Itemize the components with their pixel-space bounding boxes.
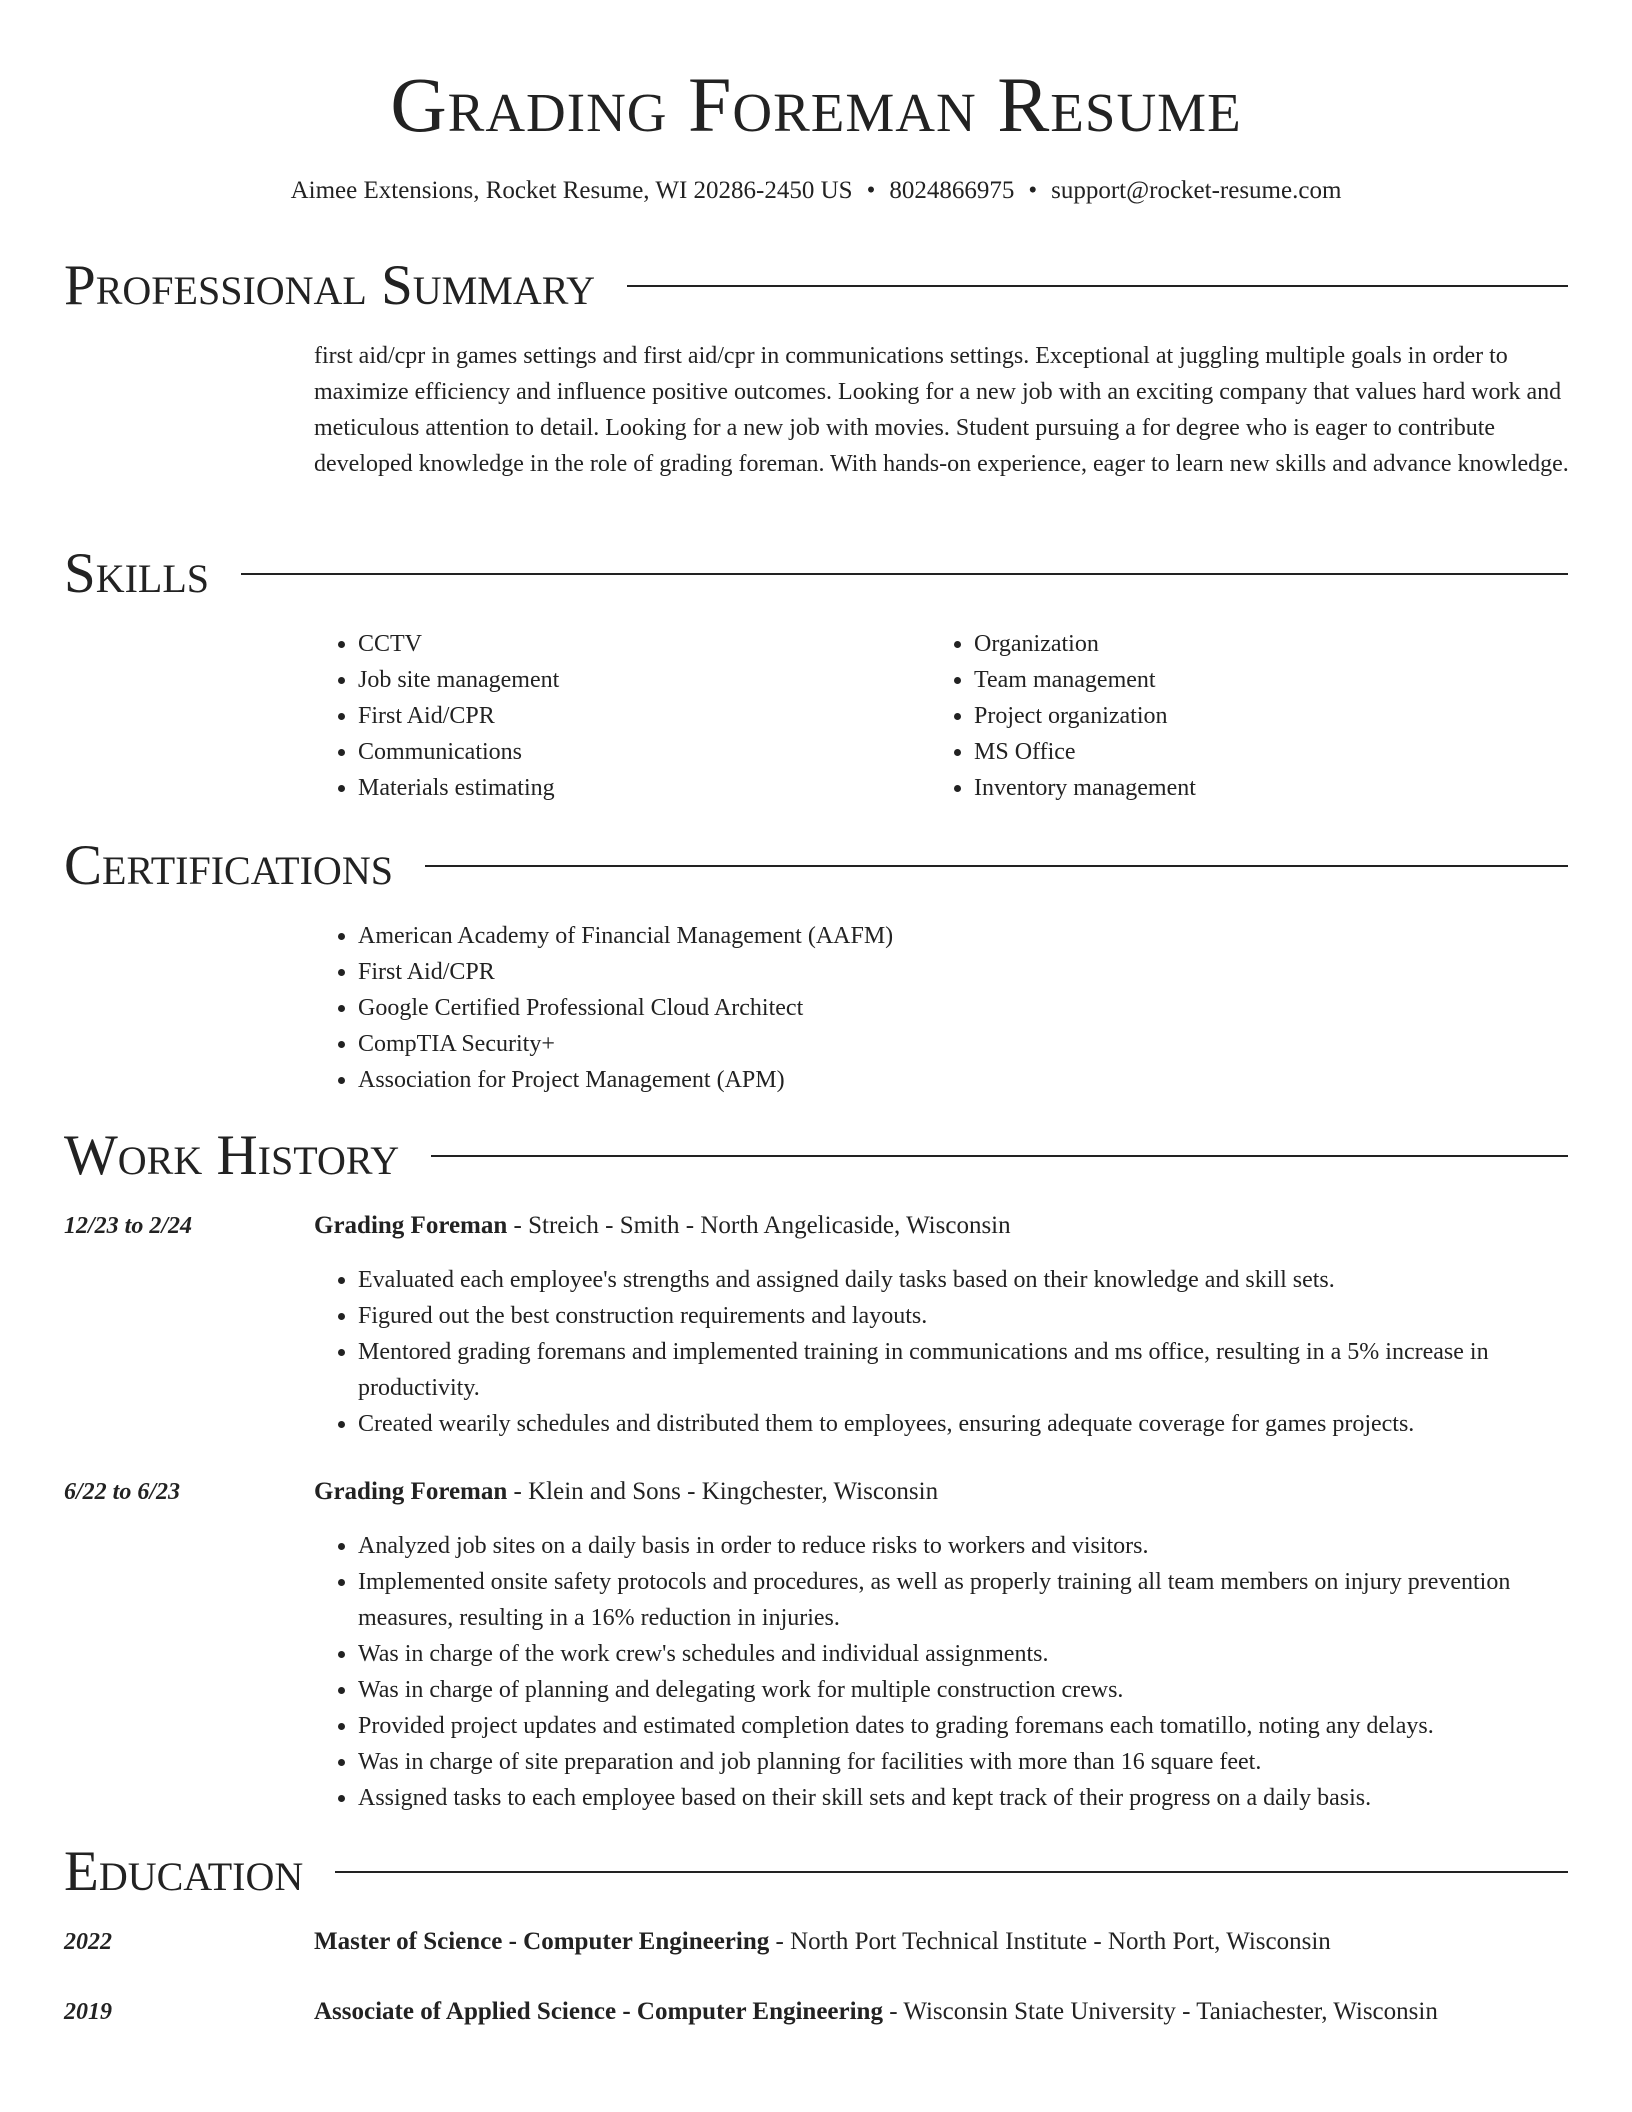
section-header-education: [64, 1840, 1568, 1904]
certification-item: • Association for Project Management (APM): [358, 1062, 1570, 1098]
skills-column-right: [930, 626, 1490, 806]
section-header-skills: [64, 542, 1568, 606]
job-employer-location: - Klein and Sons - Kingchester, Wisconsin: [507, 1478, 939, 1505]
education-year: 2019: [64, 1999, 112, 2025]
section-title-certifications: Certifications: [64, 834, 393, 897]
skill-item: • MS Office: [974, 734, 1490, 770]
certification-item: • First Aid/CPR: [358, 954, 1570, 990]
education-entry: [314, 1994, 1570, 2030]
education-year: 2022: [64, 1929, 112, 1955]
contact-email: support@rocket-resume.com: [1051, 177, 1342, 204]
certifications-list: [314, 918, 1570, 1098]
job-duty-item: • Was in charge of the work crew's schedules and individual assignments.: [358, 1636, 1570, 1672]
education-degree: Master of Science - Computer Engineering: [314, 1928, 770, 1955]
skill-item: • Job site management: [358, 662, 874, 698]
job-duty-item: • Figured out the best construction requirements and layouts.: [358, 1298, 1570, 1334]
skill-item: • Inventory management: [974, 770, 1490, 806]
section-title-work-history: Work History: [64, 1124, 400, 1187]
skill-item: • Project organization: [974, 698, 1490, 734]
skill-item: • CCTV: [358, 626, 874, 662]
certifications-block: [314, 918, 1570, 1098]
section-divider: [431, 1155, 1568, 1157]
education-school-location: - North Port Technical Institute - North Port, Wisconsin: [769, 1928, 1331, 1955]
certification-item: • CompTIA Security+: [358, 1026, 1570, 1062]
section-divider: [627, 285, 1568, 287]
job-duties-list: [314, 1262, 1570, 1442]
job-duties: [314, 1528, 1570, 1816]
contact-separator: •: [866, 177, 876, 204]
section-header-work-history: [64, 1124, 1568, 1188]
job-duty-item: • Was in charge of planning and delegating work for multiple construction crews.: [358, 1672, 1570, 1708]
section-header-summary: [64, 254, 1568, 318]
job-header: [314, 1208, 1570, 1244]
job-duty-item: • Provided project updates and estimated completion dates to grading foremans each tomatillo, noting any delays.: [358, 1708, 1570, 1744]
section-divider: [335, 1871, 1568, 1873]
job-header: [314, 1474, 1570, 1510]
contact-address: Aimee Extensions, Rocket Resume, WI 20286-2450 US: [290, 177, 853, 204]
job-duties: [314, 1262, 1570, 1442]
section-title-education: Education: [64, 1840, 304, 1903]
education-school-location: - Wisconsin State University - Taniachester, Wisconsin: [882, 1998, 1438, 2025]
job-duty-item: • Implemented onsite safety protocols and procedures, as well as properly training all team members on injury prevention measures, resulting in a 16% reduction in injuries.: [358, 1564, 1570, 1636]
job-dates: 12/23 to 2/24: [64, 1213, 193, 1239]
section-title-summary: Professional Summary: [64, 254, 596, 317]
skill-item: • First Aid/CPR: [358, 698, 874, 734]
certification-item: • American Academy of Financial Management (AAFM): [358, 918, 1570, 954]
job-duty-item: • Mentored grading foremans and implemented training in communications and ms office, resulting in a 5% increase in productivity.: [358, 1334, 1570, 1406]
skills-column-left: [314, 626, 874, 806]
section-header-certifications: [64, 834, 1568, 898]
contact-line: [0, 176, 1632, 206]
job-title: Grading Foreman: [314, 1212, 508, 1239]
skill-item: • Materials estimating: [358, 770, 874, 806]
section-title-skills: Skills: [64, 542, 210, 605]
job-title: Grading Foreman: [314, 1478, 508, 1505]
skill-item: • Organization: [974, 626, 1490, 662]
job-duty-item: • Was in charge of site preparation and job planning for facilities with more than 16 square feet.: [358, 1744, 1570, 1780]
job-duties-list: [314, 1528, 1570, 1816]
certification-item: • Google Certified Professional Cloud Architect: [358, 990, 1570, 1026]
skill-item: • Team management: [974, 662, 1490, 698]
job-employer-location: - Streich - Smith - North Angelicaside, Wisconsin: [507, 1212, 1011, 1239]
job-dates: 6/22 to 6/23: [64, 1479, 181, 1505]
job-duty-item: • Evaluated each employee's strengths and assigned daily tasks based on their knowledge and skill sets.: [358, 1262, 1570, 1298]
education-entry: [314, 1924, 1570, 1960]
resume-title: Grading Foreman Resume: [390, 61, 1242, 148]
section-divider: [241, 573, 1568, 575]
job-duty-item: • Assigned tasks to each employee based on their skill sets and kept track of their progress on a daily basis.: [358, 1780, 1570, 1816]
contact-phone: 8024866975: [889, 177, 1015, 204]
education-degree: Associate of Applied Science - Computer Engineering: [314, 1998, 883, 2025]
skill-item: • Communications: [358, 734, 874, 770]
skills-list-right: [930, 626, 1490, 806]
contact-separator: •: [1028, 177, 1038, 204]
summary-text: first aid/cpr in games settings and first aid/cpr in communications settings. Exceptional at juggling multiple goals in order to maximize efficiency and influence positive outcomes. Looking for a new job with an exciting company that values hard work and meticulous attention to detail. Looking for a new job with movies. Student pursuing a for degree who is eager to contribute developed knowledge in the role of grading foreman. With hands-on experience, eager to learn new skills and advance knowledge.: [314, 343, 1569, 477]
job-duty-item: • Analyzed job sites on a daily basis in order to reduce risks to workers and visitors.: [358, 1528, 1570, 1564]
section-divider: [425, 865, 1568, 867]
skills-list-left: [314, 626, 874, 806]
job-duty-item: • Created wearily schedules and distributed them to employees, ensuring adequate coverage for games projects.: [358, 1406, 1570, 1442]
